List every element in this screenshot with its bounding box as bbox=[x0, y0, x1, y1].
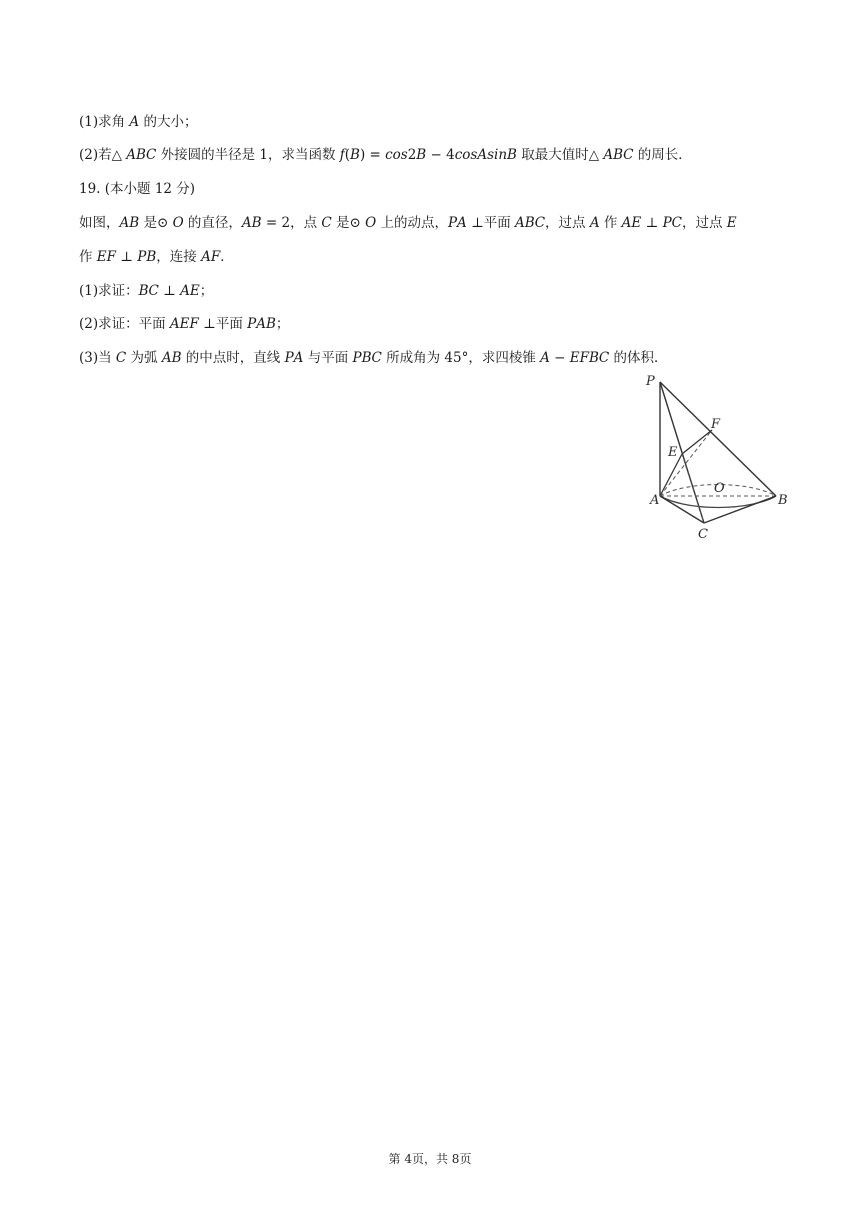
segment-ef bbox=[682, 430, 712, 454]
base-circle-front-arc bbox=[660, 496, 776, 507]
segment-af bbox=[660, 430, 712, 496]
label-p: P bbox=[646, 374, 655, 389]
label-e: E bbox=[668, 445, 678, 460]
label-o: O bbox=[714, 481, 725, 496]
question-19-part-2: (2)求证：平面 𝐴𝐸𝐹 ⊥平面 𝑃𝐴𝐵； bbox=[79, 316, 290, 332]
page-footer: 第 4页，共 8页 bbox=[388, 1152, 472, 1166]
question-18-part-1: (1)求角 𝐴 的大小； bbox=[79, 114, 198, 130]
question-19-header: 19. (本小题 12 分) bbox=[79, 181, 196, 197]
segment-ae bbox=[660, 454, 682, 496]
label-a: A bbox=[650, 493, 660, 508]
question-19-stem-line-2: 作 𝐸𝐹 ⊥ 𝑃𝐵，连接 𝐴𝐹． bbox=[79, 249, 234, 265]
pyramid-diagram bbox=[640, 368, 800, 546]
question-19-stem-line-1: 如图，𝐴𝐵 是⊙ 𝑂 的直径，𝐴𝐵 = 2，点 𝐶 是⊙ 𝑂 上的动点，𝑃𝐴 ⊥平面 𝐴𝐵𝐶，过点 𝐴 作 𝐴𝐸 ⊥ 𝑃𝐶，过点 𝐸 bbox=[79, 215, 737, 231]
question-19-part-3: (3)当 𝐶 为弧 𝐴𝐵 的中点时，直线 𝑃𝐴 与平面 𝑃𝐵𝐶 所成角为 45°，求四棱锥 𝐴 − 𝐸𝐹𝐵𝐶 的体积． bbox=[79, 350, 668, 366]
edge-cb bbox=[704, 496, 776, 523]
label-b: B bbox=[778, 493, 788, 508]
question-18-part-2: (2)若△ 𝐴𝐵𝐶 外接圆的半径是 1，求当函数 𝑓(𝐵) = 𝑐𝑜𝑠2𝐵 − 4𝑐𝑜𝑠𝐴𝑠𝑖𝑛𝐵 取最大值时△ 𝐴𝐵𝐶 的周长． bbox=[79, 147, 692, 163]
label-c: C bbox=[698, 527, 708, 542]
geometry-figure bbox=[640, 368, 800, 546]
question-19-part-1: (1)求证：𝐵𝐶 ⊥ 𝐴𝐸； bbox=[79, 283, 214, 299]
label-f: F bbox=[711, 417, 721, 432]
